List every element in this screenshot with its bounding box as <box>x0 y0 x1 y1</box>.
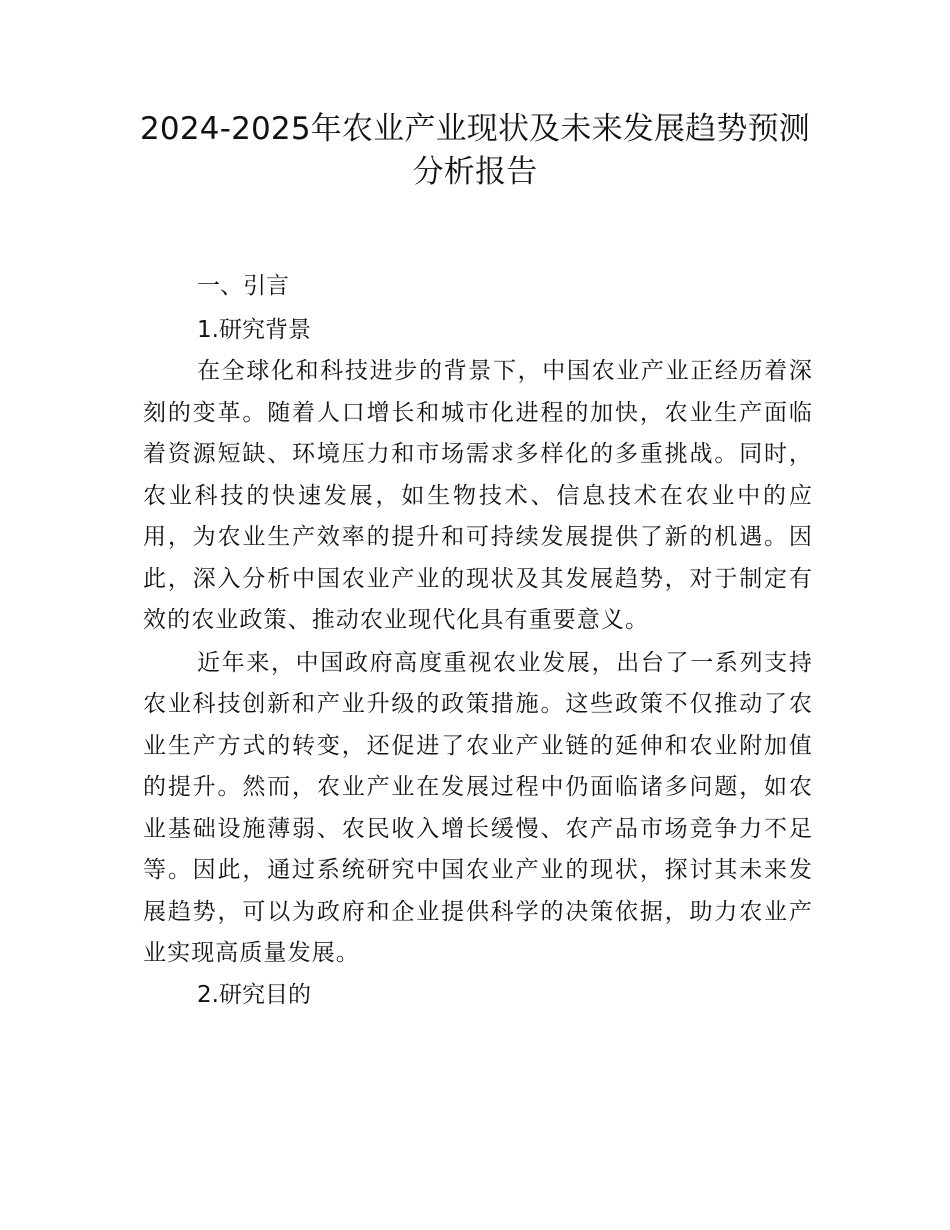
title-line-2: 分析报告 <box>412 154 538 190</box>
title-line-1: 2024-2025年农业产业现状及未来发展趋势预测 <box>140 111 810 147</box>
section-heading-introduction: 一、引言 <box>197 273 289 299</box>
subsection-heading-research-background: 1.研究背景 <box>197 316 311 343</box>
paragraph-background-2: 近年来，中国政府高度重视农业发展，出台了一系列支持农业科技创新和产业升级的政策措施。这些政策不仅推动了农业生产方式的转变，还促进了农业产业链的延伸和农业附加值的提升。然而，农业产业在发展过程中仍面临诸多问题，如农业基础设施薄弱、农民收入增长缓慢、农产品市场竞争力不足等。因此，通过系统研究中国农业产业的现状，探讨其未来发展趋势，可以为政府和企业提供科学的决策依据，助力农业产业实现高质量发展。 <box>143 649 813 966</box>
document-body <box>143 266 813 1016</box>
subsection-heading-research-purpose: 2.研究目的 <box>197 981 311 1008</box>
document-title <box>100 108 850 194</box>
paragraph-background-1: 在全球化和科技进步的背景下，中国农业产业正经历着深刻的变革。随着人口增长和城市化进程的加快，农业生产面临着资源短缺、环境压力和市场需求多样化的多重挑战。同时，农业科技的快速发展，如生物技术、信息技术在农业中的应用，为农业生产效率的提升和可持续发展提供了新的机遇。因此，深入分析中国农业产业的现状及其发展趋势，对于制定有效的农业政策、推动农业现代化具有重要意义。 <box>143 358 813 633</box>
